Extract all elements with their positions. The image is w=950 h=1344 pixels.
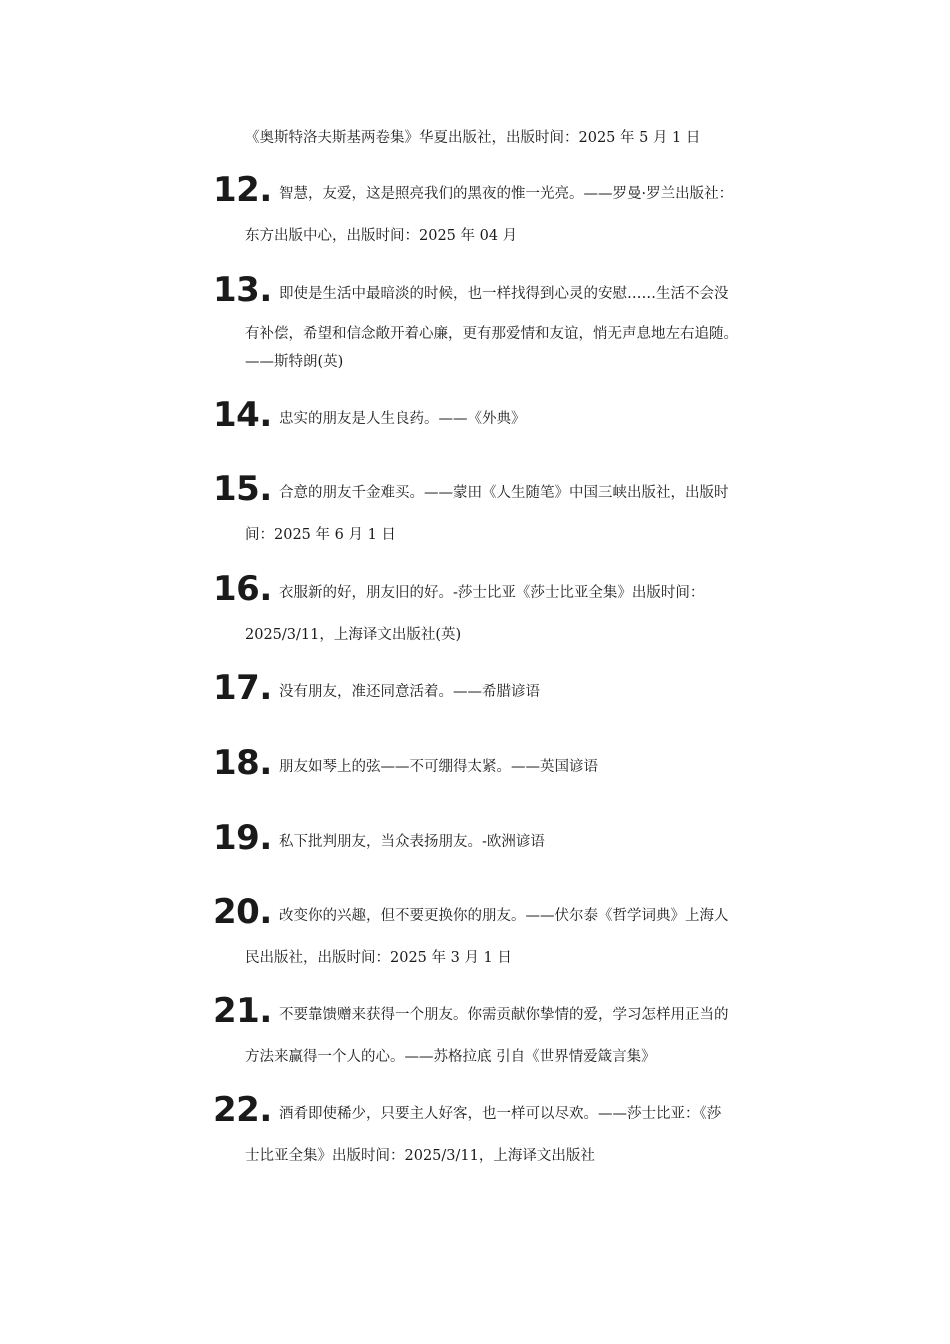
entry-number: 12. [213,170,272,210]
quote-entry-13 [0,270,950,370]
quote-entry-16 [0,569,950,669]
quote-text-cont: 有补偿，希望和信念敞开着心廉，更有那爱情和友谊，悄无声息地左右追随。 [245,326,738,342]
quote-entry-12 [0,170,950,270]
quote-text-cont: 东方出版中心，出版时间：2025 年 04 月 [245,228,518,244]
quote-entry-15 [0,469,950,569]
quote-text: 忠实的朋友是人生良药。——《外典》 [279,411,526,427]
entry-number: 17. [213,668,272,708]
entry-number: 14. [213,395,272,435]
quote-text: 不要靠馈赠来获得一个朋友。你需贡献你挚情的爱，学习怎样用正当的 [279,1007,729,1023]
quote-text: 即使是生活中最暗淡的时候，也一样找得到心灵的安慰……生活不会没 [279,286,729,302]
quote-entry-21 [0,991,950,1091]
continuation-line: 《奥斯特洛夫斯基两卷集》华夏出版社，出版时间：2025 年 5 月 1 日 [245,130,701,146]
quote-text-cont: 士比亚全集》出版时间：2025/3/11，上海译文出版社 [245,1148,595,1164]
quote-text-cont: 2025/3/11，上海译文出版社(英) [245,627,462,643]
quote-text: 合意的朋友千金难买。——蒙田《人生随笔》中国三峡出版社，出版时 [279,485,729,501]
quote-entry-22 [0,1090,950,1190]
quote-text: 衣服新的好，朋友旧的好。-莎士比亚《莎士比亚全集》出版时间： [279,585,705,601]
entry-number: 15. [213,469,272,509]
quote-text-cont-2: ——斯特朗(英) [245,354,344,370]
quote-text-cont: 方法来赢得一个人的心。——苏格拉底 引自《世界情爱箴言集》 [245,1049,656,1065]
entry-number: 16. [213,569,272,609]
quote-text: 智慧，友爱，这是照亮我们的黑夜的惟一光亮。——罗曼·罗兰出版社： [279,186,734,202]
entry-number: 22. [213,1090,272,1130]
entry-number: 19. [213,818,272,858]
quote-text-cont: 民出版社，出版时间：2025 年 3 月 1 日 [245,950,512,966]
quote-text: 没有朋友，准还同意活着。——希腊谚语 [279,684,540,700]
quote-text: 私下批判朋友，当众表扬朋友。-欧洲谚语 [279,834,545,850]
entry-number: 21. [213,991,272,1031]
quote-text: 改变你的兴趣，但不要更换你的朋友。——伏尔泰《哲学词典》上海人 [279,908,729,924]
entry-number: 18. [213,743,272,783]
quote-text-cont: 间：2025 年 6 月 1 日 [245,527,396,543]
entry-number: 20. [213,892,272,932]
quote-text: 酒肴即使稀少，只要主人好客，也一样可以尽欢。——莎士比亚：《莎 [279,1106,722,1122]
quote-entry-20 [0,892,950,992]
entry-number: 13. [213,270,272,310]
quote-text: 朋友如琴上的弦——不可绷得太紧。——英国谚语 [279,759,598,775]
